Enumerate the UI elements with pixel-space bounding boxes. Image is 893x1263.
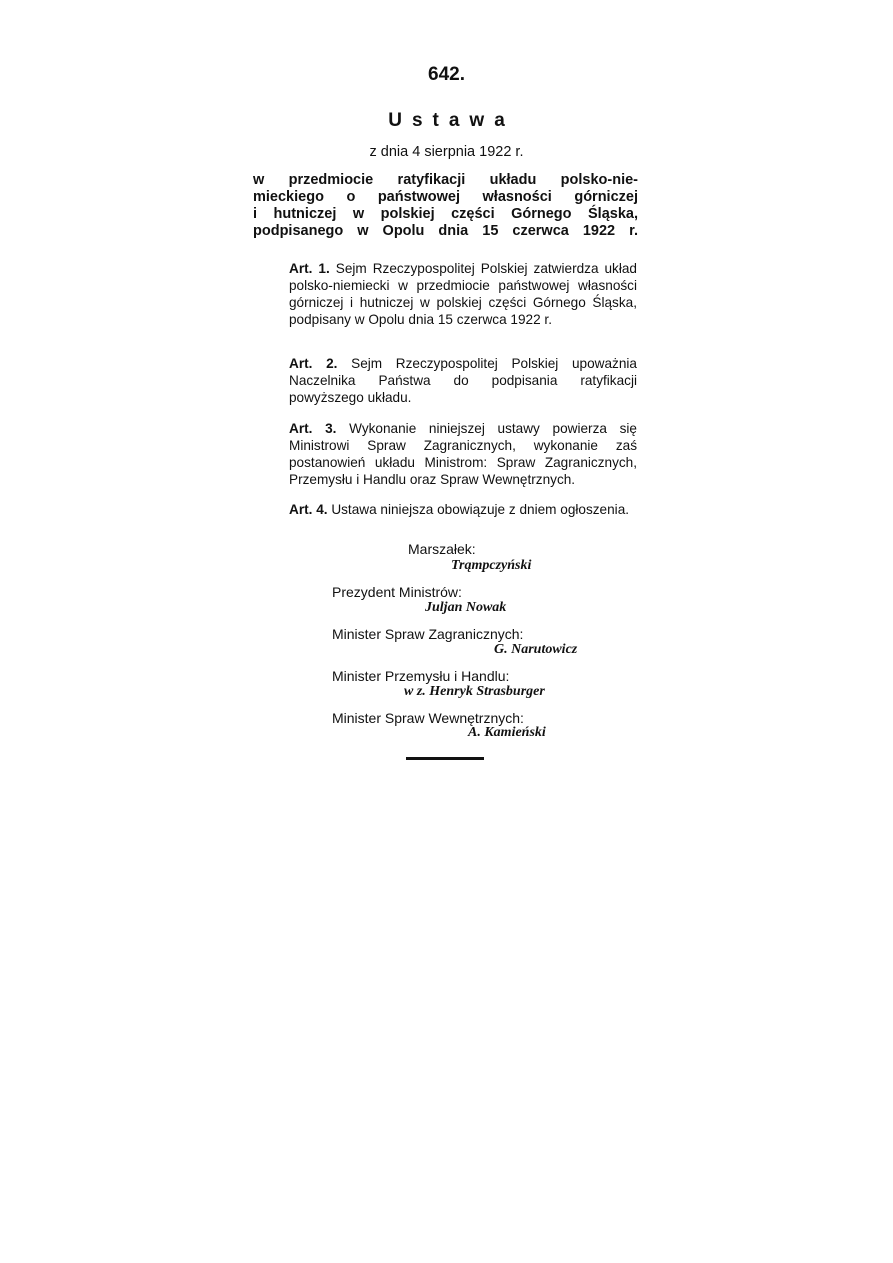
document-type-heading: Ustawa [388,110,515,131]
subject-line: w przedmiocie ratyfikacji układu polsko-nie- [253,172,638,188]
article-label: Art. 4. [289,502,328,517]
article-1 [255,260,637,328]
article-label: Art. 1. [289,261,330,276]
article-text: Wykonanie niniejszej ustawy powierza się Ministrowi Spraw Zagranicznych, wykonanie zaś postanowień układu Ministrom: Spraw Zagranicznych, Przemysłu i Handlu oraz Spraw Wewnętrznych. [289,421,637,487]
subject-line: mieckiego o państwowej własności górniczej [253,189,638,205]
article-text: Sejm Rzeczypospolitej Polskiej upoważnia Naczelnika Państwa do podpisania ratyfikacji powyższego układu. [289,356,637,405]
subject-line: i hutniczej w polskiej części Górnego Śląska, [253,206,638,222]
signature-title: Minister Przemysłu i Handlu: [332,668,510,684]
article-label: Art. 3. [289,421,337,436]
article-4 [255,501,637,518]
page-number: 642. [428,64,465,85]
article-2 [255,355,637,406]
signature-name: Trąmpczyński [451,558,532,573]
document-date: z dnia 4 sierpnia 1922 r. [369,144,524,160]
signature-title: Prezydent Ministrów: [332,584,462,600]
article-3 [255,420,637,488]
signature-name: w z. Henryk Strasburger [404,684,545,699]
signature-name: A. Kamieński [468,725,546,740]
article-text: Sejm Rzeczypospolitej Polskiej zatwierdza układ polsko-niemiecki w przedmiocie państwowej własności górniczej i hutniczej w polskiej części Górnego Śląska, podpisany w Opolu dnia 15 czerwca 1922 r. [289,261,637,327]
signature-name: G. Narutowicz [494,642,578,657]
signature-title: Minister Spraw Wewnętrznych: [332,710,524,726]
subject-line: podpisanego w Opolu dnia 15 czerwca 1922 r. [253,223,638,239]
signature-title: Minister Spraw Zagranicznych: [332,626,524,642]
closing-rule [406,757,484,760]
article-label: Art. 2. [289,356,338,371]
signature-title: Marszałek: [408,541,476,557]
document-subject [253,172,638,240]
signature-name: Juljan Nowak [425,600,507,615]
article-text: Ustawa niniejsza obowiązuje z dniem ogłoszenia. [331,502,630,517]
